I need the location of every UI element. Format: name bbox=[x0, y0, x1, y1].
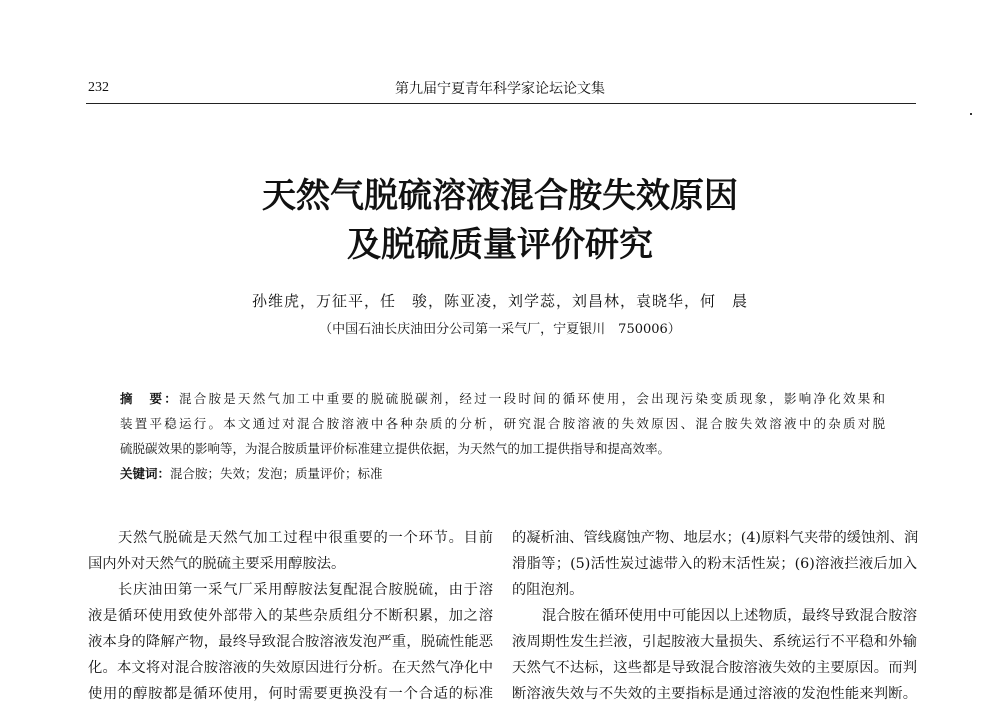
page-number: 232 bbox=[88, 80, 109, 95]
body-line: 混合胺在循环使用中可能因以上述物质，最终导致混合胺溶 bbox=[542, 608, 917, 624]
body-line: 天然气不达标，这些都是导致混合胺溶液失效的主要原因。而判 bbox=[512, 660, 917, 676]
body-line: 液是循环使用致使外部带入的某些杂质组分不断积累，加之溶 bbox=[88, 608, 493, 624]
keywords: 混合胺；失效；发泡；质量评价；标准 bbox=[170, 466, 383, 481]
authors: 孙维虎，万征平，任 骏，陈亚凌，刘学蕊，刘昌林，袁晓华，何 晨 bbox=[251, 292, 748, 310]
body-line: 液本身的降解产物，最终导致混合胺溶液发泡严重，脱硫性能恶 bbox=[88, 634, 493, 650]
body-line: 国内外对天然气的脱硫主要采用醇胺法。 bbox=[88, 556, 346, 572]
body-line: 化。本文将对混合胺溶液的失效原因进行分析。在天然气净化中 bbox=[88, 660, 493, 676]
body-line: 长庆油田第一采气厂采用醇胺法复配混合胺脱硫，由于溶 bbox=[118, 582, 493, 598]
header-rule bbox=[86, 103, 916, 104]
body-line: 的凝析油、管线腐蚀产物、地层水；(4)原料气夹带的缓蚀剂、润 bbox=[512, 530, 919, 546]
body-line: 滑脂等；(5)活性炭过滤带入的粉末活性炭；(6)溶液拦液后加入 bbox=[512, 556, 917, 572]
keywords-label: 关键词： bbox=[120, 466, 171, 481]
abstract-text: 混合胺是天然气加工中重要的脱硫脱碳剂，经过一段时间的循环使用，会出现污染变质现象，影响净化效果和 bbox=[179, 391, 885, 406]
body-line: 断溶液失效与不失效的主要指标是通过溶液的发泡性能来判断。 bbox=[512, 686, 917, 702]
abstract-line: 硫脱碳效果的影响等，为混合胺质量评价标准建立提供依据，为天然气的加工提供指导和提高效率。 bbox=[120, 441, 671, 456]
title-line-1: 天然气脱硫溶液混合胺失效原因 bbox=[262, 176, 738, 216]
right-column bbox=[512, 525, 917, 707]
body-line: 天然气脱硫是天然气加工过程中很重要的一个环节。目前 bbox=[118, 530, 493, 546]
abstract-line bbox=[120, 389, 885, 407]
title-line-2: 及脱硫质量评价研究 bbox=[347, 225, 653, 265]
abstract-line: 装置平稳运行。本文通过对混合胺溶液中各种杂质的分析，研究混合胺溶液的失效原因、混合胺失效溶液中的杂质对脱 bbox=[120, 416, 885, 431]
body-line: 液周期性发生拦液，引起胺液大量损失、系统运行不平稳和外输 bbox=[512, 634, 917, 650]
abstract-label: 摘 要： bbox=[120, 391, 180, 406]
body-line: 使用的醇胺都是循环使用，何时需要更换没有一个合适的标准 bbox=[88, 686, 493, 702]
keywords-line bbox=[120, 464, 885, 482]
running-header: 第九届宁夏青年科学家论坛论文集 bbox=[395, 81, 605, 97]
scan-speck bbox=[970, 113, 972, 115]
left-column bbox=[88, 525, 493, 707]
body-line: 的阻泡剂。 bbox=[512, 582, 584, 598]
affiliation: （中国石油长庆油田分公司第一采气厂，宁夏银川 750006） bbox=[319, 322, 681, 337]
